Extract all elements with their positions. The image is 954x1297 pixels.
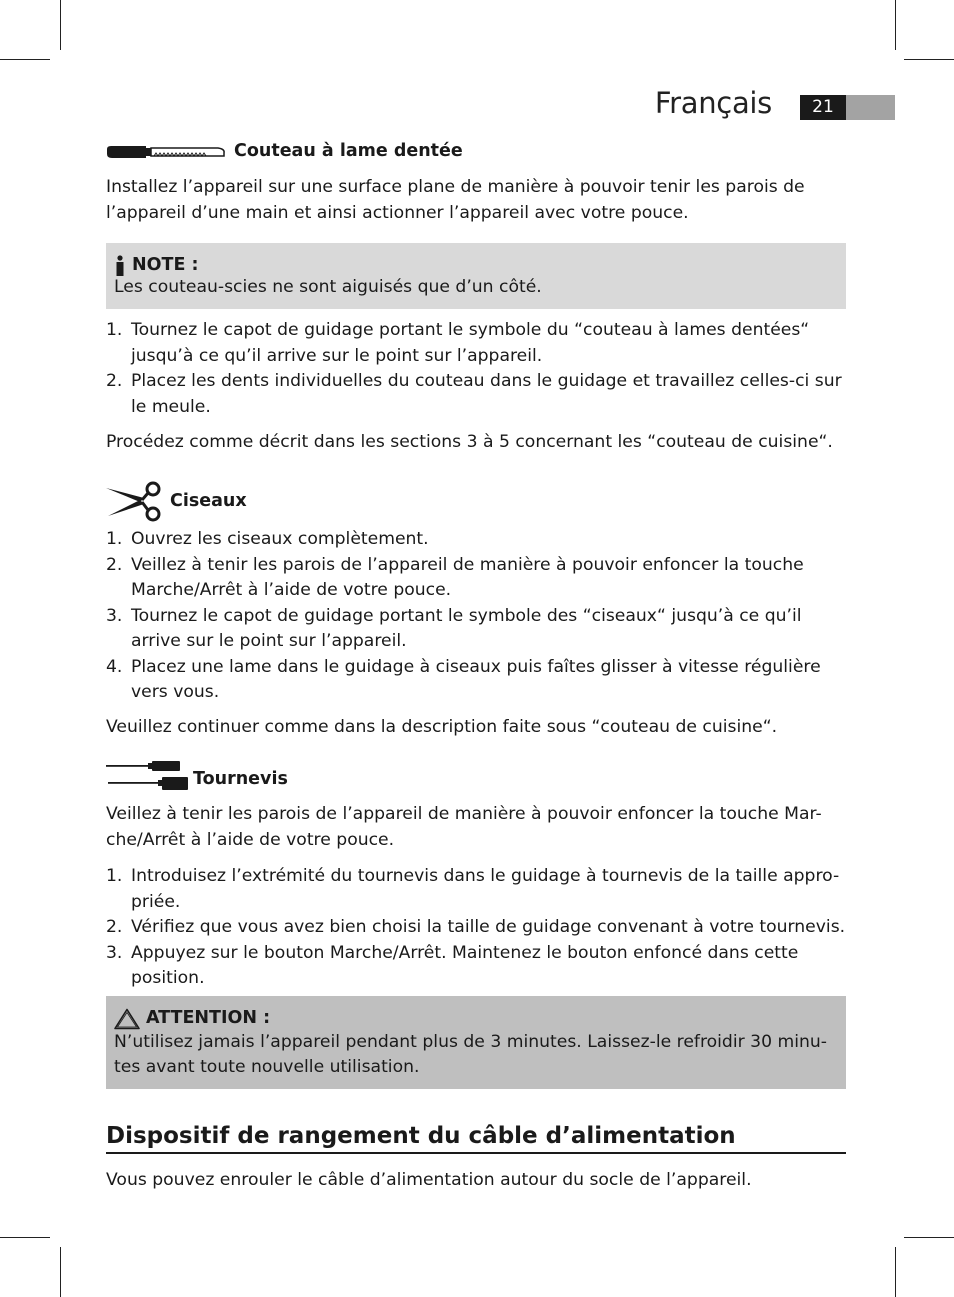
info-icon	[114, 255, 126, 277]
list-item: 3. Tournez le capot de guidage portant le symbole des “ciseaux“ jusqu’à ce qu’il arrive sur le point sur l’appareil.	[106, 605, 802, 651]
screwdriver-icon	[106, 760, 190, 792]
crop-mark	[0, 59, 50, 60]
scissors-heading: Ciseaux	[170, 491, 247, 511]
serrated-knife-heading: Couteau à lame dentée	[234, 141, 463, 161]
list-item: 2. Placez les dents individuelles du couteau dans le guidage et travaillez celles-ci sur le meule.	[106, 371, 842, 417]
page-number: 21	[800, 95, 846, 120]
crop-mark	[0, 1237, 50, 1238]
scissors-icon	[106, 480, 164, 522]
list-item: 1. Tournez le capot de guidage portant le symbole du “couteau à lames dentées“ jusqu’à ce qu’il arrive sur le point sur l’appareil.	[106, 320, 810, 366]
scissors-outro: Veuillez continuer comme dans la description faite sous “couteau de cuisine“.	[106, 717, 778, 737]
attention-box	[106, 996, 846, 1089]
crop-mark	[904, 1237, 954, 1238]
attention-label: ATTENTION :	[146, 1008, 271, 1028]
list-item: 1. Introduisez l’extrémité du tournevis dans le guidage à tournevis de la taille appro-priée.	[106, 866, 840, 912]
screwdriver-steps	[106, 864, 846, 992]
crop-mark	[895, 1247, 896, 1297]
list-item: 4. Placez une lame dans le guidage à ciseaux puis faîtes glisser à vitesse régulière vers vous.	[106, 656, 821, 702]
list-item: 2. Vérifiez que vous avez bien choisi la taille de guidage convenant à votre tournevis.	[106, 917, 846, 937]
serrated-knife-outro: Procédez comme décrit dans les sections 3 à 5 concernant les “couteau de cuisine“.	[106, 432, 833, 452]
cable-storage-text: Vous pouvez enrouler le câble d’alimentation autour du socle de l’appareil.	[106, 1170, 752, 1190]
page-language-title: Français	[654, 86, 772, 120]
crop-mark	[904, 59, 954, 60]
serrated-knife-icon	[106, 143, 226, 161]
attention-title	[114, 1006, 838, 1031]
page-header-bar	[846, 95, 895, 120]
serrated-knife-intro: Installez l’appareil sur une surface plane de manière à pouvoir tenir les parois de l’appareil d’une main et ainsi actionner l’appareil avec votre pouce.	[106, 177, 805, 223]
crop-mark	[60, 1247, 61, 1297]
cable-storage-heading: Dispositif de rangement du câble d’alimentation	[106, 1121, 846, 1154]
scissors-steps	[106, 527, 846, 706]
note-text: Les couteau-scies ne sont aiguisés que d’un côté.	[114, 277, 542, 297]
note-box	[106, 243, 846, 309]
warning-triangle-icon	[114, 1008, 140, 1030]
note-label: NOTE :	[132, 255, 199, 275]
list-item: 2. Veillez à tenir les parois de l’appareil de manière à pouvoir enfoncer la touche Marche/Arrêt à l’aide de votre pouce.	[106, 554, 804, 600]
crop-mark	[60, 0, 61, 50]
crop-mark	[895, 0, 896, 50]
list-item: 1. Ouvrez les ciseaux complètement.	[106, 529, 429, 549]
screwdriver-heading: Tournevis	[193, 769, 288, 789]
list-item: 3. Appuyez sur le bouton Marche/Arrêt. Maintenez le bouton enfoncé dans cette position.	[106, 942, 799, 988]
attention-text: N’utilisez jamais l’appareil pendant plus de 3 minutes. Laissez-le refroidir 30 minu-tes avant toute nouvelle utilisation.	[114, 1032, 827, 1077]
screwdriver-intro: Veillez à tenir les parois de l’appareil de manière à pouvoir enfoncer la touche Mar-che/Arrêt à l’aide de votre pouce.	[106, 804, 822, 850]
serrated-knife-steps	[106, 318, 846, 420]
